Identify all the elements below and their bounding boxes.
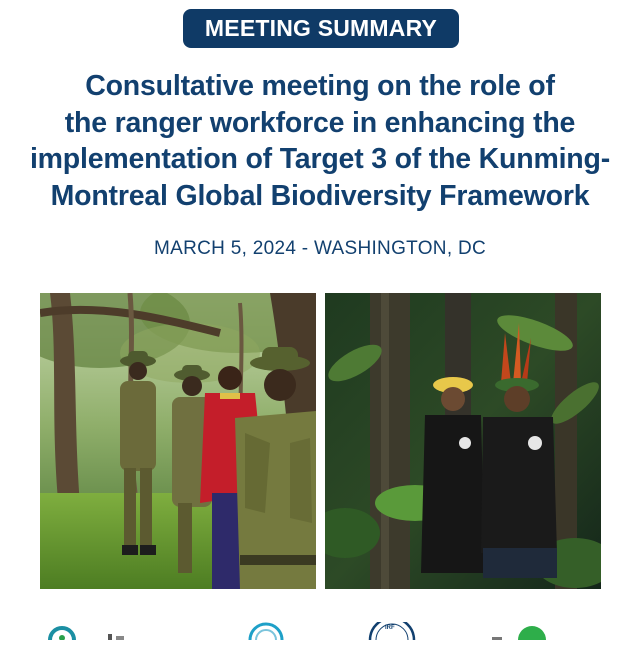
- guardians-photo-illustration: [325, 293, 601, 589]
- document-title: [20, 68, 620, 214]
- photo-guardians: [325, 293, 601, 589]
- rangers-photo-illustration: [40, 293, 316, 589]
- title-line-3: implementation of Target 3 of the Kunming-: [29, 143, 611, 175]
- meeting-summary-badge: [183, 9, 459, 48]
- photo-rangers: [40, 293, 316, 589]
- title-line-2: the ranger workforce in enhancing the: [64, 106, 576, 139]
- badge-label: MEETING SUMMARY: [204, 15, 438, 41]
- title-line-4: Montreal Global Biodiversity Framework: [50, 179, 590, 212]
- partner-logos: [0, 622, 640, 640]
- logo-4-icon: [518, 626, 546, 640]
- logo-2-icon: [250, 624, 282, 640]
- title-line-1: Consultative meeting on the role of: [85, 70, 555, 102]
- partner-logos-row: [0, 622, 640, 640]
- date-location: MARCH 5, 2024 - WASHINGTON, DC: [153, 238, 487, 259]
- irf-logo-text: IRF: [385, 625, 395, 631]
